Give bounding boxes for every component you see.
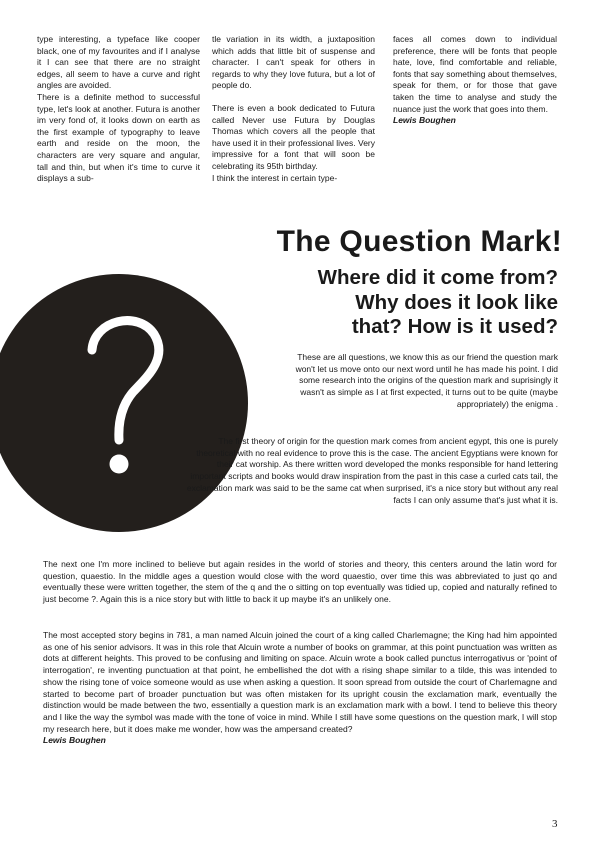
article-title: The Question Mark! <box>276 225 562 258</box>
col2-paragraph-1: tle variation in its width, a juxtaposition which adds that little bit of suspense and character. I can't speak for others in regards to why they love futura, but a lot of people do. <box>212 34 375 91</box>
intro-paragraph: These are all questions, we know this as our friend the question mark won't let us move onto our next word until he has made his point. I did some research into the origins of the question mark and suprisingly it wasn't as simple as I at first expected, it turns out to be quite (maybe appropriately) the enigma . <box>295 352 558 409</box>
article-subtitle <box>268 266 558 340</box>
col3-paragraph-1: faces all comes down to individual preference, there will be fonts that people hate, love, find comfortable and reliable, fonts that say something about themselves, speak for them, or for those that gave taken the time to analyse and study the nuance just the work that goes into them. <box>393 34 557 114</box>
accepted-story-paragraph: The most accepted story begins in 781, a man named Alcuin joined the court of a king called Charlemagne; the King had him appointed as one of his senior advisors. It was in this role that Alcuin wrote a number of books on grammar, at this point punctuation was written as dots at different heights. This proved to be confusing and limiting on space. Alcuin wrote a book called punctus interrogativus or 'point of interrogation', re inventing punctuation at that point, he embellished the dot with a rising shape similar to a tilde, this was intended to show the rising tone of voice someone would as use when asking a question. It soon spread from outside the court of Charlemagne and started to become part of broader punctuation but was often mistaken for its upright cousin the exclamation mark, eventually the distinction would be made between the two, essentially a question mark is an exclamation mark with a bowl. I tend to believe this theory and I like the way the symbol was made with the tone of voice in mind. While I still have some questions on the question mark, I will stop my research here, but it does make me wonder, how was the ampersand created? <box>43 630 557 734</box>
accepted-story-block <box>43 630 557 747</box>
col2-paragraph-3: I think the interest in certain type- <box>212 172 338 183</box>
column-1 <box>37 34 200 185</box>
page-number: 3 <box>552 818 558 830</box>
col2-paragraph-2: There is even a book dedicated to Futura called Never use Futura by Douglas Thomas which covers all the people that have used it in their professional lives. Very impressive for a font that will soon be celebrating its 95th birthday. <box>212 102 376 171</box>
col1-paragraph-2: There is a definite method to successful type, let's look at another. Futura is another im very fond of, it looks down on earth as the first example of typography to leave earth and reside on the moon, the characters are very square and angular, tall and thin, but when it's time to curve it displays a sub- <box>37 91 200 184</box>
column-3 <box>393 34 557 127</box>
question-mark-dot <box>110 455 129 474</box>
column-2 <box>212 34 375 184</box>
col3-signature: Lewis Boughen <box>393 115 456 126</box>
egypt-theory-paragraph: The first theory of origin for the question mark comes from ancient egypt, this one is purely theoretical with no real evidence to prove this is the case. The ancient Egyptians were known for their cat worship. As there written word developed the monks responsible for hand lettering important scripts and books would draw inspiration from the past in this case a curled cats tail, the exclamation mark was said to be the same cat when surprised, it's a nice story but without any real facts I can only assume that's just what it is. <box>186 436 558 505</box>
subtitle-line: Why does it look like <box>355 290 558 314</box>
latin-theory-paragraph: The next one I'm more inclined to believe but again resides in the world of stories and theory, this centers around the latin word for question, quaestio. In the middle ages a question would close with the word quaestio, over time this was abbreviated to just qo and eventually these were written together, the stem of the q and the o sitting on top eventually was tidied up, copied and naturally refined to just become ?. Again this is a nice story but with little to back it up maybe it's an unlikely one. <box>43 559 557 605</box>
subtitle-line: that? How is it used? <box>351 315 558 338</box>
article-signature: Lewis Boughen <box>43 735 106 746</box>
col1-paragraph-1: type interesting, a typeface like cooper black, one of my favourites and if I analyse it I can see that there are no straight edges, all seem to have a curve and right angles are avoided. <box>37 34 200 91</box>
subtitle-line: Where did it come from? <box>317 266 558 289</box>
